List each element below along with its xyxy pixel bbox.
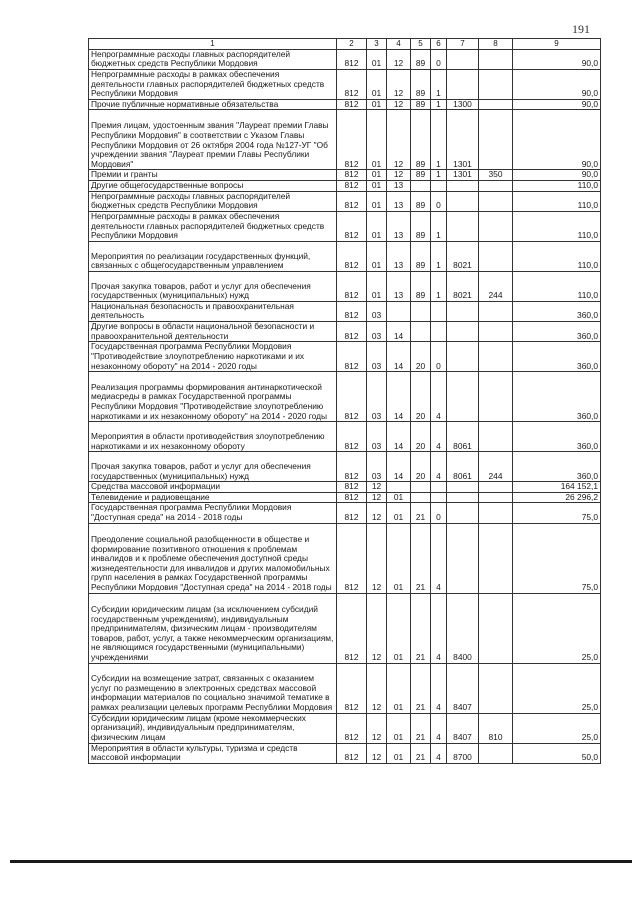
row-amount-cell: 360,0 xyxy=(513,321,601,341)
row-subsection-cell: 14 xyxy=(387,342,411,372)
row-code-cell: 812 xyxy=(337,372,367,422)
row-program-cell: 20 xyxy=(411,342,431,372)
row-direction-cell: 8021 xyxy=(447,271,479,301)
row-code-cell: 812 xyxy=(337,593,367,663)
table-row xyxy=(89,422,601,452)
row-name-cell: Прочая закупка товаров, работ и услуг для обеспечения государственных (муниципальных) нужд xyxy=(89,271,337,301)
row-code-cell: 812 xyxy=(337,452,367,482)
row-amount-cell: 164 152,1 xyxy=(513,482,601,493)
row-name-cell: Непрограммные расходы главных распорядителей бюджетных средств Республики Мордовия xyxy=(89,49,337,69)
row-direction-cell xyxy=(447,372,479,422)
row-name-cell: Непрограммные расходы в рамках обеспечения деятельности главных распорядителей бюджетных средств Республики Мордовия xyxy=(89,69,337,99)
row-name-cell: Субсидии на возмещение затрат, связанных с оказанием услуг по размещению в электронных средствах массовой информации материалов по социально значимой тематике в рамках реализации целевых программ Республики Мордовия xyxy=(89,663,337,713)
row-code-cell: 812 xyxy=(337,301,367,321)
row-code-cell: 812 xyxy=(337,492,367,503)
row-code-cell: 812 xyxy=(337,99,367,110)
row-subprogram-cell: 1 xyxy=(431,110,447,170)
row-subsection-cell: 01 xyxy=(387,503,411,523)
table-row xyxy=(89,503,601,523)
row-section-cell: 01 xyxy=(367,49,387,69)
table-row xyxy=(89,713,601,743)
row-program-cell: 89 xyxy=(411,170,431,181)
row-expense-type-cell xyxy=(479,342,513,372)
row-code-cell: 812 xyxy=(337,191,367,211)
row-name-cell: Премии и гранты xyxy=(89,170,337,181)
row-amount-cell: 90,0 xyxy=(513,110,601,170)
row-section-cell: 03 xyxy=(367,422,387,452)
row-name-cell: Другие общегосударственные вопросы xyxy=(89,180,337,191)
table-row xyxy=(89,593,601,663)
row-program-cell: 21 xyxy=(411,523,431,593)
row-amount-cell: 360,0 xyxy=(513,452,601,482)
row-direction-cell: 8021 xyxy=(447,241,479,271)
row-expense-type-cell xyxy=(479,211,513,241)
row-subprogram-cell: 4 xyxy=(431,743,447,763)
table-row xyxy=(89,191,601,211)
row-name-cell: Мероприятия в области культуры, туризма и средств массовой информации xyxy=(89,743,337,763)
row-program-cell: 21 xyxy=(411,663,431,713)
row-name-cell: Другие вопросы в области национальной безопасности и правоохранительной деятельности xyxy=(89,321,337,341)
row-program-cell: 89 xyxy=(411,110,431,170)
row-expense-type-cell xyxy=(479,110,513,170)
row-subprogram-cell xyxy=(431,321,447,341)
row-subsection-cell: 13 xyxy=(387,271,411,301)
row-subprogram-cell: 0 xyxy=(431,503,447,523)
header-cell: 9 xyxy=(513,39,601,50)
header-cell: 8 xyxy=(479,39,513,50)
table-row xyxy=(89,342,601,372)
row-expense-type-cell xyxy=(479,482,513,493)
row-program-cell xyxy=(411,180,431,191)
row-name-cell: Прочие публичные нормативные обязательства xyxy=(89,99,337,110)
row-expense-type-cell: 810 xyxy=(479,713,513,743)
row-code-cell: 812 xyxy=(337,503,367,523)
table-row xyxy=(89,211,601,241)
row-direction-cell: 1300 xyxy=(447,99,479,110)
row-name-cell: Средства массовой информации xyxy=(89,482,337,493)
header-cell: 1 xyxy=(89,39,337,50)
bottom-rule xyxy=(10,860,632,863)
row-subprogram-cell: 4 xyxy=(431,452,447,482)
row-name-cell: Государственная программа Республики Мордовия "Доступная среда" на 2014 - 2018 годы xyxy=(89,503,337,523)
row-direction-cell: 8061 xyxy=(447,422,479,452)
row-section-cell: 01 xyxy=(367,170,387,181)
row-section-cell: 03 xyxy=(367,301,387,321)
row-expense-type-cell xyxy=(479,422,513,452)
row-subprogram-cell: 1 xyxy=(431,271,447,301)
row-program-cell xyxy=(411,492,431,503)
table-row xyxy=(89,99,601,110)
row-subsection-cell: 13 xyxy=(387,241,411,271)
page-number: 191 xyxy=(572,22,590,36)
row-code-cell: 812 xyxy=(337,110,367,170)
row-program-cell: 89 xyxy=(411,49,431,69)
row-direction-cell xyxy=(447,321,479,341)
row-section-cell: 12 xyxy=(367,503,387,523)
row-direction-cell xyxy=(447,342,479,372)
row-amount-cell: 360,0 xyxy=(513,301,601,321)
row-code-cell: 812 xyxy=(337,342,367,372)
row-section-cell: 03 xyxy=(367,321,387,341)
row-program-cell: 21 xyxy=(411,713,431,743)
row-name-cell: Непрограммные расходы главных распорядителей бюджетных средств Республики Мордовия xyxy=(89,191,337,211)
row-subsection-cell: 14 xyxy=(387,422,411,452)
row-expense-type-cell xyxy=(479,593,513,663)
row-name-cell: Преодоление социальной разобщенности в обществе и формирование позитивного отношения к проблемам инвалидов и к проблеме обеспечения доступной среды жизнедеятельности для инвалидов и других маломобильных групп населения в рамках Государственной программы Республики Мордовия "Доступная среда" на 2014 - 2018 годы xyxy=(89,523,337,593)
table-row xyxy=(89,49,601,69)
header-cell: 6 xyxy=(431,39,447,50)
row-direction-cell xyxy=(447,69,479,99)
row-amount-cell: 50,0 xyxy=(513,743,601,763)
row-subprogram-cell: 4 xyxy=(431,523,447,593)
row-direction-cell: 1301 xyxy=(447,170,479,181)
row-amount-cell: 360,0 xyxy=(513,342,601,372)
row-subprogram-cell: 4 xyxy=(431,713,447,743)
row-amount-cell: 26 296,2 xyxy=(513,492,601,503)
table-row xyxy=(89,301,601,321)
header-cell: 4 xyxy=(387,39,411,50)
row-subsection-cell: 01 xyxy=(387,663,411,713)
row-direction-cell: 8407 xyxy=(447,663,479,713)
row-name-cell: Государственная программа Республики Мордовия "Противодействие злоупотреблению наркотиками и их незаконному обороту" на 2014 - 2020 годы xyxy=(89,342,337,372)
row-name-cell: Телевидение и радиовещание xyxy=(89,492,337,503)
row-expense-type-cell xyxy=(479,180,513,191)
row-subsection-cell: 12 xyxy=(387,49,411,69)
row-expense-type-cell: 350 xyxy=(479,170,513,181)
row-section-cell: 01 xyxy=(367,99,387,110)
row-section-cell: 03 xyxy=(367,372,387,422)
row-section-cell: 03 xyxy=(367,342,387,372)
row-subsection-cell: 14 xyxy=(387,372,411,422)
row-code-cell: 812 xyxy=(337,271,367,301)
row-code-cell: 812 xyxy=(337,663,367,713)
table-row xyxy=(89,523,601,593)
row-direction-cell xyxy=(447,211,479,241)
row-name-cell: Субсидии юридическим лицам (за исключением субсидий государственным учреждениям), индивидуальным предпринимателям, физическим лицам - производителям товаров, работ, услуг, а также некоммерческим организациям, не являющимся государственными (муниципальными) учреждениями xyxy=(89,593,337,663)
row-amount-cell: 75,0 xyxy=(513,503,601,523)
header-cell: 5 xyxy=(411,39,431,50)
row-section-cell: 12 xyxy=(367,663,387,713)
row-name-cell: Премия лицам, удостоенным звания "Лауреат премии Главы Республики Мордовия" в соответствии с Указом Главы Республики Мордовия от 26 октября 2004 года №127-УГ "Об учреждении звания "Лауреат премии Главы Республики Мордовия" xyxy=(89,110,337,170)
row-direction-cell xyxy=(447,49,479,69)
row-subprogram-cell: 1 xyxy=(431,170,447,181)
row-code-cell: 812 xyxy=(337,49,367,69)
row-program-cell: 20 xyxy=(411,422,431,452)
row-program-cell: 89 xyxy=(411,69,431,99)
row-section-cell: 01 xyxy=(367,180,387,191)
row-section-cell: 01 xyxy=(367,69,387,99)
row-program-cell: 20 xyxy=(411,372,431,422)
row-amount-cell: 110,0 xyxy=(513,241,601,271)
row-amount-cell: 25,0 xyxy=(513,663,601,713)
row-section-cell: 03 xyxy=(367,452,387,482)
row-direction-cell xyxy=(447,482,479,493)
table-header-row xyxy=(89,39,601,50)
row-name-cell: Субсидии юридическим лицам (кроме некоммерческих организаций), индивидуальным предпринимателям, физическим лицам xyxy=(89,713,337,743)
row-code-cell: 812 xyxy=(337,422,367,452)
row-name-cell: Непрограммные расходы в рамках обеспечения деятельности главных распорядителей бюджетных средств Республики Мордовия xyxy=(89,211,337,241)
row-code-cell: 812 xyxy=(337,69,367,99)
row-direction-cell xyxy=(447,503,479,523)
row-subprogram-cell: 1 xyxy=(431,211,447,241)
row-expense-type-cell xyxy=(479,49,513,69)
table-row xyxy=(89,69,601,99)
row-subprogram-cell: 4 xyxy=(431,593,447,663)
table-row xyxy=(89,743,601,763)
table-row xyxy=(89,271,601,301)
row-amount-cell: 110,0 xyxy=(513,271,601,301)
row-section-cell: 12 xyxy=(367,713,387,743)
row-expense-type-cell xyxy=(479,743,513,763)
row-subsection-cell: 14 xyxy=(387,321,411,341)
row-subsection-cell: 01 xyxy=(387,713,411,743)
row-expense-type-cell xyxy=(479,663,513,713)
row-section-cell: 12 xyxy=(367,593,387,663)
row-subprogram-cell: 0 xyxy=(431,191,447,211)
row-direction-cell xyxy=(447,301,479,321)
row-subsection-cell: 13 xyxy=(387,191,411,211)
row-code-cell: 812 xyxy=(337,523,367,593)
row-section-cell: 01 xyxy=(367,241,387,271)
row-subsection-cell: 13 xyxy=(387,180,411,191)
header-cell: 7 xyxy=(447,39,479,50)
row-program-cell: 89 xyxy=(411,211,431,241)
row-amount-cell: 90,0 xyxy=(513,49,601,69)
row-subprogram-cell: 1 xyxy=(431,241,447,271)
row-direction-cell: 8407 xyxy=(447,713,479,743)
row-subsection-cell: 12 xyxy=(387,110,411,170)
row-amount-cell: 90,0 xyxy=(513,69,601,99)
row-name-cell: Реализация программы формирования антинаркотической медиасреды в рамках Государственной программы Республики Мордовия "Противодействие злоупотреблению наркотиками и их незаконному обороту" на 2014 - 2020 годы xyxy=(89,372,337,422)
row-subsection-cell: 01 xyxy=(387,593,411,663)
row-code-cell: 812 xyxy=(337,170,367,181)
row-amount-cell: 110,0 xyxy=(513,191,601,211)
row-amount-cell: 25,0 xyxy=(513,593,601,663)
budget-table xyxy=(88,38,601,764)
row-name-cell: Прочая закупка товаров, работ и услуг для обеспечения государственных (муниципальных) нужд xyxy=(89,452,337,482)
row-amount-cell: 110,0 xyxy=(513,180,601,191)
row-section-cell: 01 xyxy=(367,191,387,211)
row-expense-type-cell xyxy=(479,492,513,503)
row-amount-cell: 360,0 xyxy=(513,372,601,422)
row-section-cell: 01 xyxy=(367,211,387,241)
row-direction-cell xyxy=(447,523,479,593)
row-expense-type-cell xyxy=(479,241,513,271)
row-program-cell xyxy=(411,482,431,493)
row-subsection-cell: 12 xyxy=(387,99,411,110)
table-row xyxy=(89,663,601,713)
row-direction-cell xyxy=(447,492,479,503)
row-section-cell: 12 xyxy=(367,482,387,493)
row-amount-cell: 75,0 xyxy=(513,523,601,593)
row-expense-type-cell: 244 xyxy=(479,271,513,301)
row-program-cell: 21 xyxy=(411,593,431,663)
row-amount-cell: 90,0 xyxy=(513,99,601,110)
row-direction-cell: 1301 xyxy=(447,110,479,170)
row-section-cell: 12 xyxy=(367,743,387,763)
row-direction-cell xyxy=(447,180,479,191)
row-amount-cell: 25,0 xyxy=(513,713,601,743)
row-subprogram-cell xyxy=(431,301,447,321)
table-row xyxy=(89,241,601,271)
row-amount-cell: 360,0 xyxy=(513,422,601,452)
row-subprogram-cell: 4 xyxy=(431,372,447,422)
row-subprogram-cell: 0 xyxy=(431,49,447,69)
table-row xyxy=(89,110,601,170)
row-subsection-cell: 14 xyxy=(387,452,411,482)
row-expense-type-cell xyxy=(479,321,513,341)
row-subprogram-cell: 4 xyxy=(431,663,447,713)
row-amount-cell: 110,0 xyxy=(513,211,601,241)
row-subprogram-cell xyxy=(431,492,447,503)
table-row xyxy=(89,321,601,341)
table-row xyxy=(89,170,601,181)
row-program-cell: 20 xyxy=(411,452,431,482)
row-subsection-cell: 01 xyxy=(387,523,411,593)
row-code-cell: 812 xyxy=(337,713,367,743)
row-subprogram-cell: 4 xyxy=(431,422,447,452)
row-program-cell: 89 xyxy=(411,99,431,110)
header-cell: 3 xyxy=(367,39,387,50)
row-section-cell: 01 xyxy=(367,271,387,301)
row-subsection-cell xyxy=(387,482,411,493)
row-expense-type-cell xyxy=(479,301,513,321)
row-program-cell xyxy=(411,321,431,341)
row-expense-type-cell xyxy=(479,523,513,593)
row-name-cell: Мероприятия по реализации государственных функций, связанных с общегосударственным управлением xyxy=(89,241,337,271)
row-code-cell: 812 xyxy=(337,211,367,241)
row-program-cell: 21 xyxy=(411,503,431,523)
row-program-cell: 21 xyxy=(411,743,431,763)
row-amount-cell: 90,0 xyxy=(513,170,601,181)
row-subprogram-cell: 0 xyxy=(431,342,447,372)
row-expense-type-cell: 244 xyxy=(479,452,513,482)
row-code-cell: 812 xyxy=(337,321,367,341)
row-subsection-cell: 13 xyxy=(387,211,411,241)
row-name-cell: Мероприятия в области противодействия злоупотреблению наркотиками и их незаконному обороту xyxy=(89,422,337,452)
row-subsection-cell: 01 xyxy=(387,743,411,763)
row-direction-cell: 8700 xyxy=(447,743,479,763)
row-subprogram-cell xyxy=(431,482,447,493)
row-subprogram-cell xyxy=(431,180,447,191)
row-direction-cell xyxy=(447,191,479,211)
row-program-cell: 89 xyxy=(411,271,431,301)
row-code-cell: 812 xyxy=(337,180,367,191)
header-cell: 2 xyxy=(337,39,367,50)
row-section-cell: 01 xyxy=(367,110,387,170)
row-expense-type-cell xyxy=(479,69,513,99)
row-subsection-cell: 12 xyxy=(387,170,411,181)
table-row xyxy=(89,492,601,503)
row-section-cell: 12 xyxy=(367,492,387,503)
row-program-cell xyxy=(411,301,431,321)
table-row xyxy=(89,452,601,482)
row-expense-type-cell xyxy=(479,191,513,211)
row-code-cell: 812 xyxy=(337,241,367,271)
row-code-cell: 812 xyxy=(337,743,367,763)
table-row xyxy=(89,482,601,493)
row-subsection-cell: 12 xyxy=(387,69,411,99)
row-code-cell: 812 xyxy=(337,482,367,493)
row-expense-type-cell xyxy=(479,99,513,110)
row-subsection-cell xyxy=(387,301,411,321)
row-program-cell: 89 xyxy=(411,191,431,211)
row-subprogram-cell: 1 xyxy=(431,69,447,99)
row-section-cell: 12 xyxy=(367,523,387,593)
row-program-cell: 89 xyxy=(411,241,431,271)
row-expense-type-cell xyxy=(479,503,513,523)
row-subsection-cell: 01 xyxy=(387,492,411,503)
table-row xyxy=(89,372,601,422)
row-subprogram-cell: 1 xyxy=(431,99,447,110)
row-name-cell: Национальная безопасность и правоохранительная деятельность xyxy=(89,301,337,321)
row-direction-cell: 8400 xyxy=(447,593,479,663)
table-row xyxy=(89,180,601,191)
row-expense-type-cell xyxy=(479,372,513,422)
row-direction-cell: 8061 xyxy=(447,452,479,482)
